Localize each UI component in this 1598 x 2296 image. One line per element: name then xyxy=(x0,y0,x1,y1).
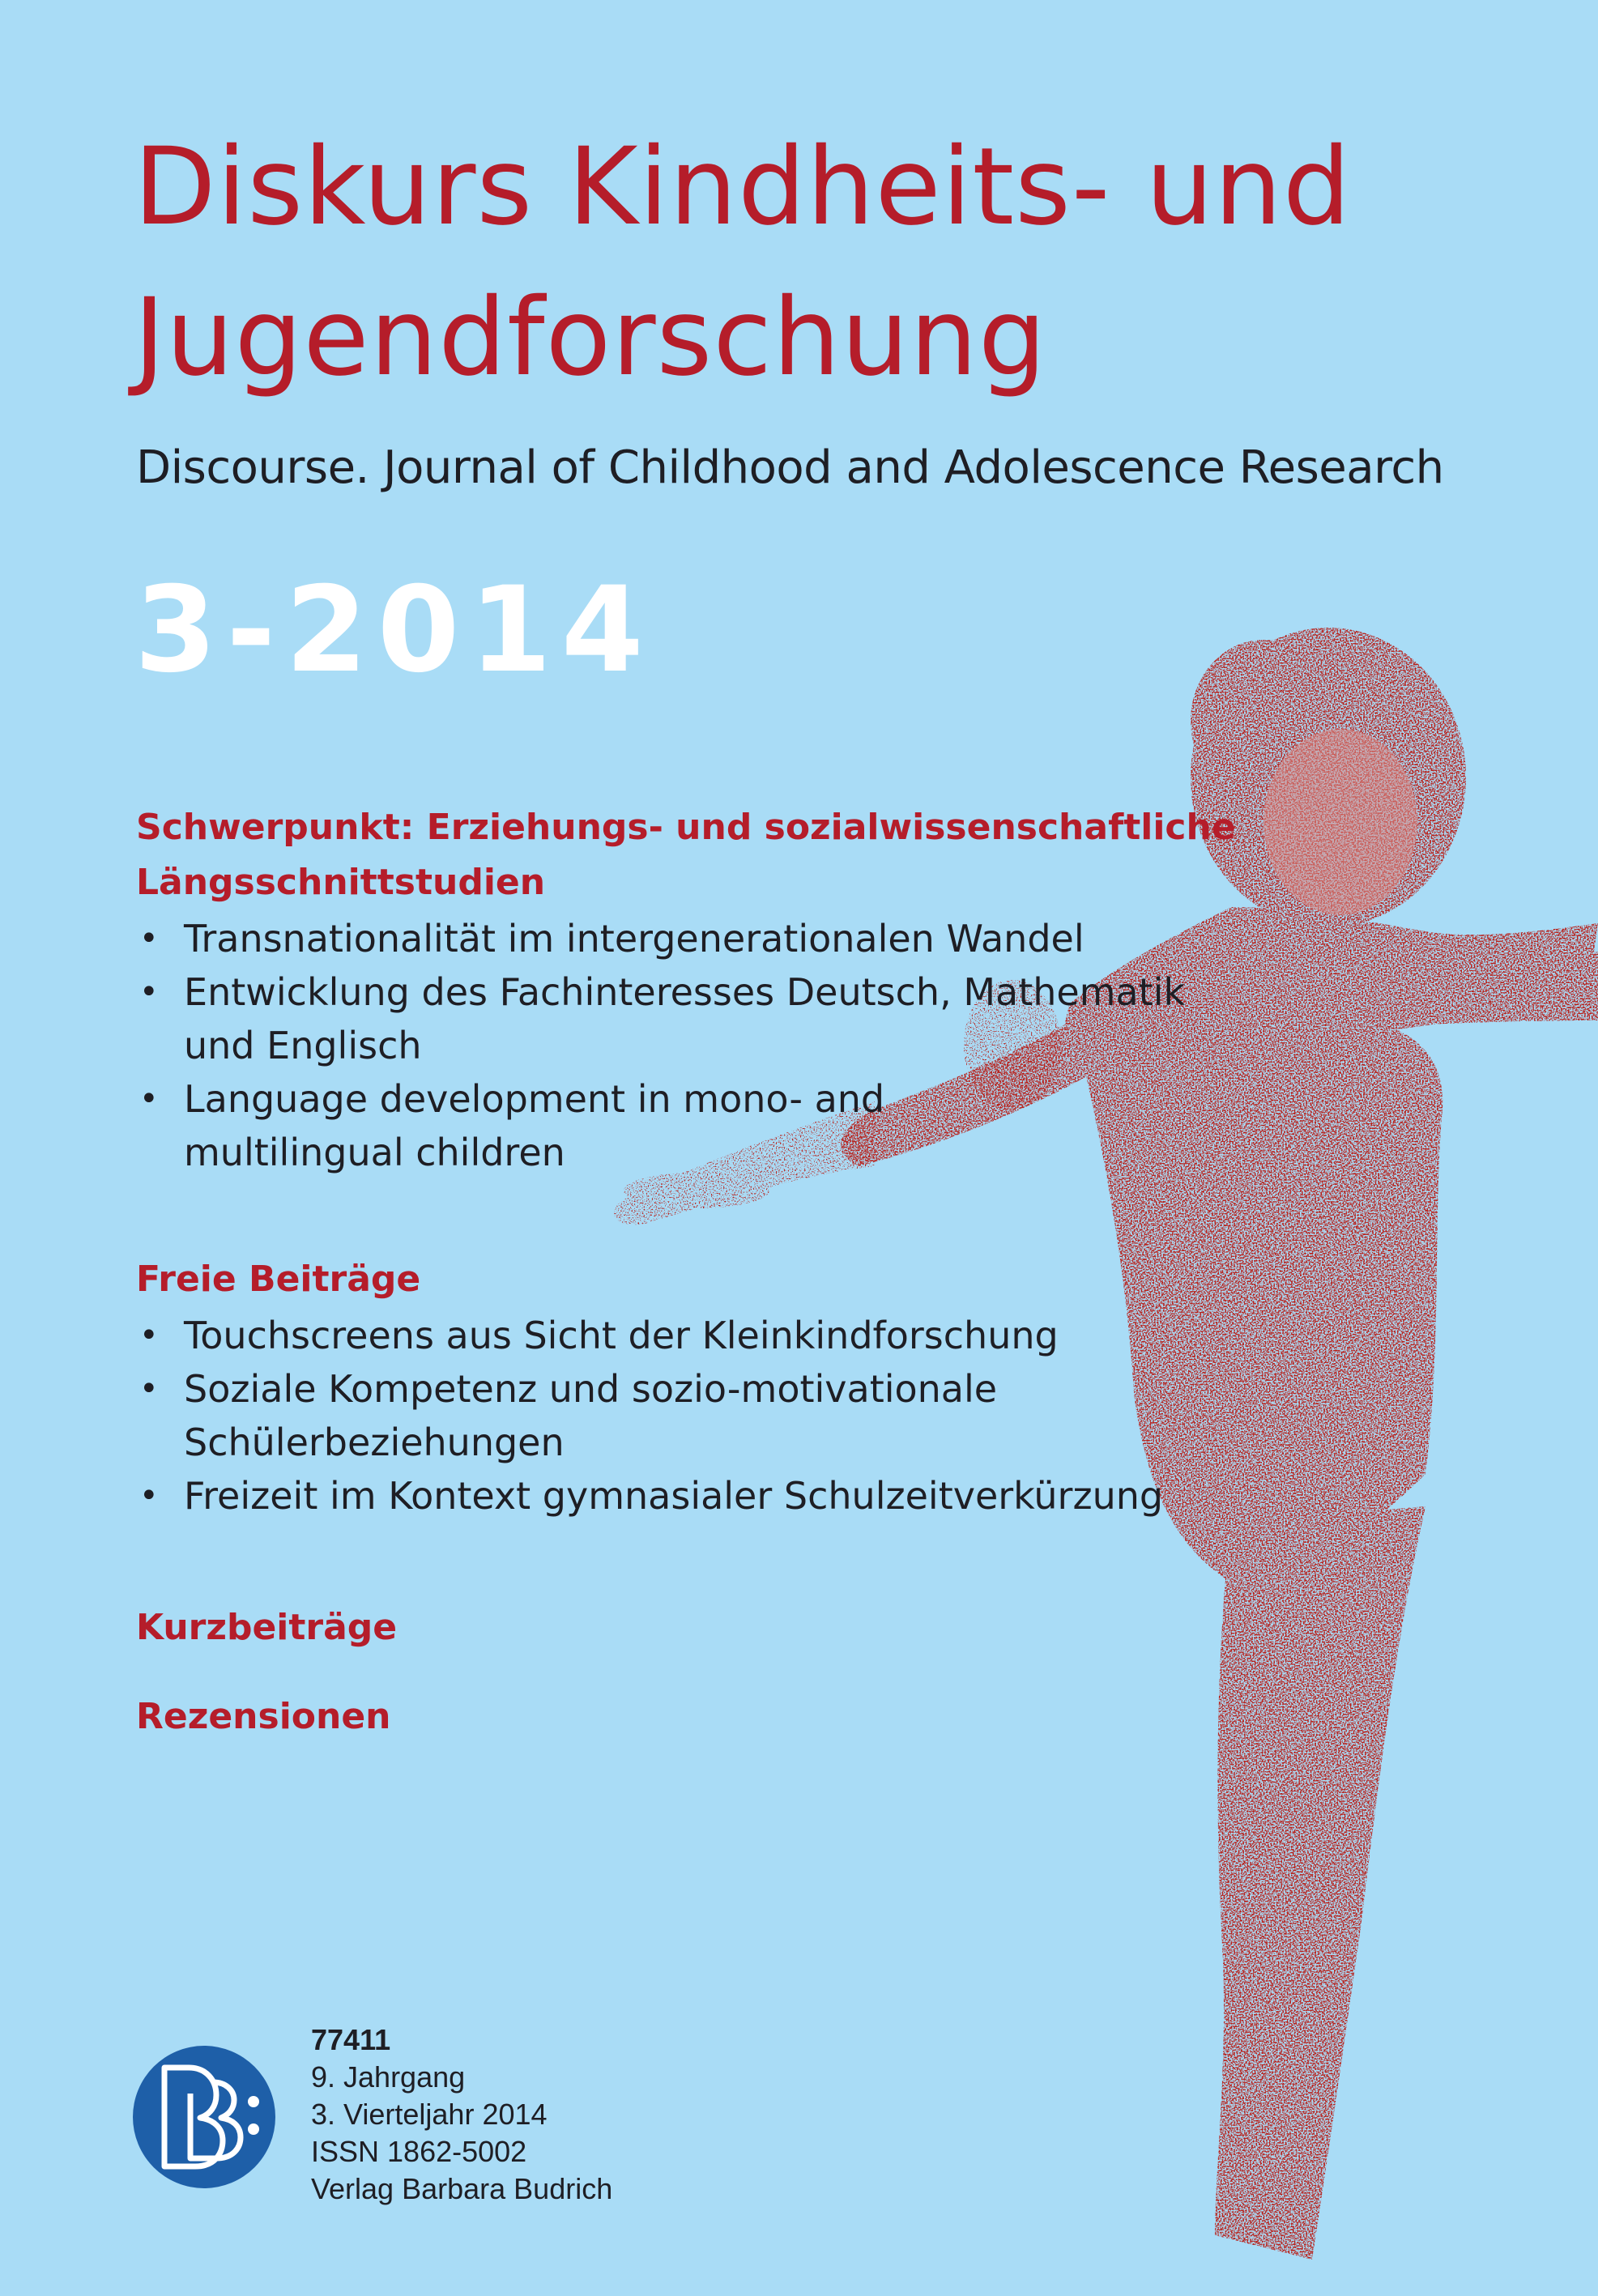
bullet-icon: • xyxy=(139,920,159,957)
bullet-icon: • xyxy=(139,1370,159,1408)
schwerpunkt-heading-line1: Schwerpunkt: Erziehungs- und sozialwissenschaftliche xyxy=(136,807,1236,848)
list-item-text: Soziale Kompetenz und sozio-motivationale xyxy=(184,1367,998,1411)
publisher-line xyxy=(311,2170,612,2208)
list-item xyxy=(136,1362,1163,1469)
kurzbeitraege-heading: Kurzbeiträge xyxy=(136,1607,398,1648)
schwerpunkt-heading xyxy=(136,800,1236,910)
bullet-icon: • xyxy=(139,973,159,1011)
list-item-text: Transnationalität im intergenerationalen Wandel xyxy=(184,917,1085,961)
list-item-text-cont: und Englisch xyxy=(184,1024,422,1067)
quarter-label: 3. Vierteljahr 2014 xyxy=(311,2098,548,2131)
issn-label: ISSN 1862-5002 xyxy=(311,2135,527,2168)
freie-beitraege-heading: Freie Beiträge xyxy=(136,1259,421,1300)
schwerpunkt-heading-line2: Längsschnittstudien xyxy=(136,862,546,903)
budrich-bb-logo-icon xyxy=(132,2045,276,2189)
list-item-text: Entwicklung des Fachinteresses Deutsch, Mathematik xyxy=(184,970,1186,1014)
rezensionen-heading: Rezensionen xyxy=(136,1696,391,1737)
schwerpunkt-list xyxy=(136,912,1185,1179)
list-item xyxy=(136,1469,1163,1523)
list-item xyxy=(136,912,1185,965)
list-item-text-cont: multilingual children xyxy=(184,1131,565,1174)
bullet-icon: • xyxy=(139,1317,159,1354)
journal-subtitle: Discourse. Journal of Childhood and Adolescence Research xyxy=(136,441,1444,494)
list-item-text: Touchscreens aus Sicht der Kleinkindforschung xyxy=(184,1314,1059,1357)
list-item-text: Freizeit im Kontext gymnasialer Schulzeitverkürzung xyxy=(184,1474,1164,1518)
freie-beitraege-list xyxy=(136,1309,1163,1523)
volume-label: 9. Jahrgang xyxy=(311,2060,466,2094)
list-item-text-cont: Schülerbeziehungen xyxy=(184,1421,565,1464)
bullet-icon: • xyxy=(139,1080,159,1118)
publisher-name: Barbara Budrich xyxy=(402,2172,613,2205)
journal-title-line1: Diskurs Kindheits- und xyxy=(134,125,1352,249)
journal-title xyxy=(134,112,1352,413)
list-item xyxy=(136,1072,1185,1179)
journal-code: 77411 xyxy=(311,2023,391,2056)
list-item xyxy=(136,965,1185,1072)
publisher-prefix: Verlag xyxy=(311,2172,403,2205)
list-item-text: Language development in mono- and xyxy=(184,1077,885,1121)
imprint-block xyxy=(311,2021,612,2208)
list-item xyxy=(136,1309,1163,1362)
issue-number: 3-2014 xyxy=(134,561,654,699)
journal-title-line2: Jugendforschung xyxy=(134,275,1047,400)
bullet-icon: • xyxy=(139,1477,159,1514)
